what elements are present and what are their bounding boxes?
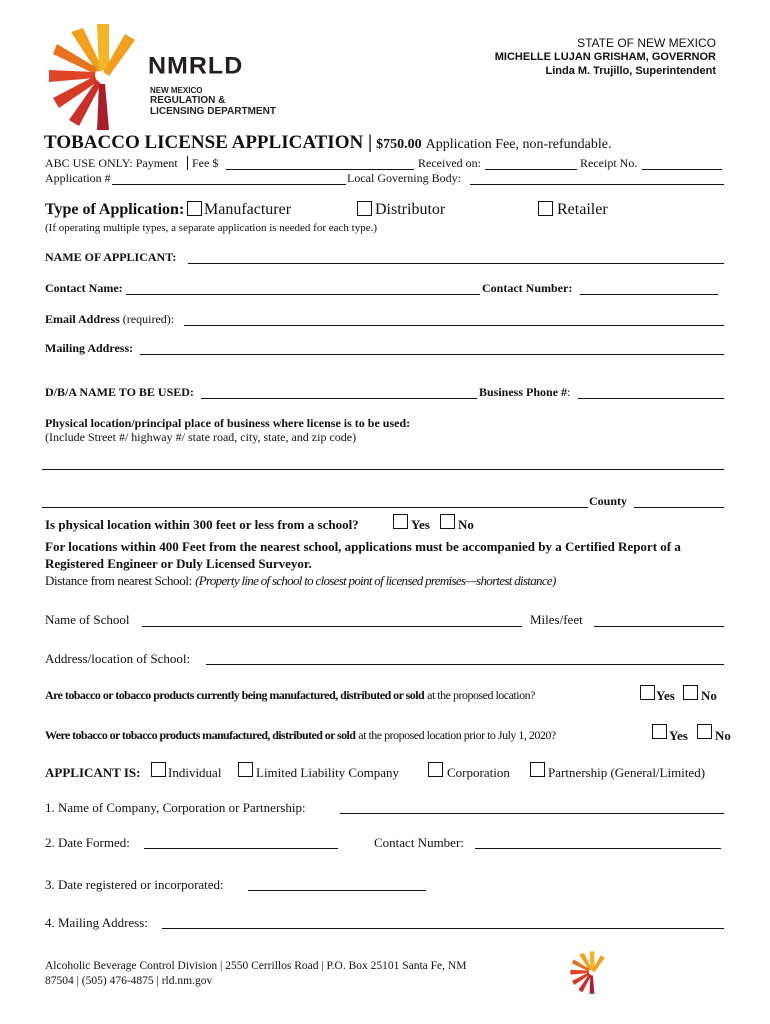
distance-label	[45, 573, 556, 589]
footer-logo-mark-icon	[570, 950, 614, 996]
prior-sales-yes-label: Yes	[669, 728, 688, 743]
title-fee-note: Application Fee, non-refundable.	[425, 137, 612, 152]
business-phone-label	[479, 385, 570, 400]
prior-sales-yes-checkbox[interactable]	[652, 724, 667, 739]
company-name-label: 1. Name of Company, Corporation or Partnership:	[45, 800, 306, 815]
physical-location-note: (Include Street #/ highway #/ state road, city, state, and zip code)	[45, 430, 357, 444]
miles-feet-label: Miles/feet	[530, 612, 583, 627]
company-name-field[interactable]	[340, 813, 724, 814]
school-name-field[interactable]	[142, 626, 522, 627]
contact-number-field[interactable]	[580, 294, 718, 295]
fee-label: Fee $	[192, 156, 219, 170]
retailer-label: Retailer	[557, 201, 608, 218]
individual-checkbox[interactable]	[151, 762, 166, 777]
footer-address-line-2: 87504 | (505) 476-4875 | rld.nm.gov	[45, 975, 213, 987]
school-notice: For locations within 400 Feet from the nearest school, applications must be accompanied by a Certified Report of a Registered Engineer or Duly Licensed Surveyor.	[45, 539, 681, 571]
local-governing-body-field[interactable]	[470, 184, 724, 185]
company-mailing-address-field[interactable]	[162, 928, 724, 929]
logo-wordmark: NMRLD	[148, 52, 244, 80]
manufacturer-label: Manufacturer	[204, 201, 292, 218]
current-sales-question-bold: Are tobacco or tobacco products currently being manufactured, distributed or sold	[45, 688, 425, 702]
school-no-checkbox[interactable]	[440, 514, 455, 529]
distance-label-text: Distance from nearest School:	[45, 573, 192, 588]
school-address-label: Address/location of School:	[45, 651, 191, 666]
type-note: (If operating multiple types, a separate application is needed for each type.)	[45, 222, 378, 234]
email-field[interactable]	[184, 325, 724, 326]
distributor-checkbox[interactable]	[357, 201, 372, 216]
county-field[interactable]	[634, 507, 724, 508]
email-label-note: (required):	[122, 312, 175, 326]
business-phone-field[interactable]	[578, 398, 724, 399]
page-title	[44, 132, 611, 154]
partnership-label: Partnership (General/Limited)	[548, 765, 706, 780]
current-sales-no-label: No	[701, 688, 717, 703]
application-number-field[interactable]	[112, 184, 346, 185]
prior-sales-question	[45, 728, 556, 743]
llc-checkbox[interactable]	[238, 762, 253, 777]
fee-field[interactable]	[226, 169, 414, 170]
date-formed-label: 2. Date Formed:	[45, 835, 130, 850]
business-phone-colon: :	[567, 385, 571, 399]
received-on-label: Received on:	[418, 156, 481, 170]
county-label: County	[589, 494, 628, 508]
header-superintendent: Linda M. Trujillo, Superintendent	[545, 65, 716, 77]
partnership-checkbox[interactable]	[530, 762, 545, 777]
applicant-name-label: NAME OF APPLICANT:	[45, 250, 177, 264]
physical-location-field-2[interactable]	[42, 507, 588, 508]
contact-name-field[interactable]	[126, 294, 480, 295]
current-sales-question-rest: at the proposed location?	[427, 688, 535, 702]
email-label	[45, 312, 174, 327]
business-phone-label-text: Business Phone #	[479, 385, 568, 399]
school-question: Is physical location within 300 feet or less from a school?	[45, 517, 359, 532]
date-registered-field[interactable]	[248, 890, 426, 891]
current-sales-yes-checkbox[interactable]	[640, 685, 655, 700]
application-number-label: Application #	[45, 171, 111, 185]
school-no-label: No	[458, 517, 474, 532]
company-contact-number-label: Contact Number:	[374, 835, 464, 850]
miles-feet-field[interactable]	[594, 626, 724, 627]
mailing-address-label: Mailing Address:	[45, 341, 134, 355]
distance-note: (Property line of school to closest point of licensed premises—shortest distance)	[195, 573, 556, 588]
current-sales-no-checkbox[interactable]	[683, 685, 698, 700]
school-address-field[interactable]	[206, 664, 724, 665]
date-registered-label: 3. Date registered or incorporated:	[45, 877, 224, 892]
school-yes-label: Yes	[411, 517, 430, 532]
header-state: STATE OF NEW MEXICO	[577, 36, 716, 50]
corporation-label: Corporation	[447, 765, 510, 780]
mailing-address-field[interactable]	[140, 354, 724, 355]
footer-address-line-1: Alcoholic Beverage Control Division | 2550 Cerrillos Road | P.O. Box 25101 Santa Fe, NM	[45, 960, 467, 972]
contact-name-label: Contact Name:	[45, 281, 123, 295]
applicant-name-field[interactable]	[188, 263, 724, 264]
dba-field[interactable]	[201, 398, 477, 399]
prior-sales-question-bold: Were tobacco or tobacco products manufactured, distributed or sold	[45, 728, 356, 742]
company-mailing-address-label: 4. Mailing Address:	[45, 915, 148, 930]
title-main: TOBACCO LICENSE APPLICATION |	[44, 132, 373, 153]
dept-line-2: REGULATION &	[150, 95, 226, 106]
company-contact-number-field[interactable]	[475, 848, 721, 849]
prior-sales-no-checkbox[interactable]	[697, 724, 712, 739]
current-sales-yes-label: Yes	[656, 688, 675, 703]
llc-label: Limited Liability Company	[256, 765, 399, 780]
nmrld-logo-mark-icon	[48, 22, 158, 134]
dba-label: D/B/A NAME TO BE USED:	[45, 385, 194, 399]
prior-sales-question-rest: at the proposed location prior to July 1, 2020?	[358, 728, 556, 742]
local-governing-body-label: Local Governing Body:	[347, 171, 461, 185]
dept-line-1: NEW MEXICO	[150, 86, 203, 95]
manufacturer-checkbox[interactable]	[187, 201, 202, 216]
email-label-bold: Email Address	[45, 312, 120, 326]
distributor-label: Distributor	[375, 201, 446, 218]
physical-location-label: Physical location/principal place of business where license is to be used:	[45, 416, 411, 430]
receipt-no-label: Receipt No.	[580, 156, 638, 170]
contact-number-label: Contact Number:	[482, 281, 573, 295]
header-governor: MICHELLE LUJAN GRISHAM, GOVERNOR	[494, 51, 716, 63]
corporation-checkbox[interactable]	[428, 762, 443, 777]
payment-divider	[187, 156, 188, 170]
date-formed-field[interactable]	[144, 848, 338, 849]
retailer-checkbox[interactable]	[538, 201, 553, 216]
physical-location-field-1[interactable]	[42, 469, 724, 470]
applicant-is-label: APPLICANT IS:	[45, 765, 141, 780]
current-sales-question	[45, 688, 535, 703]
received-on-field[interactable]	[485, 169, 577, 170]
type-of-application-label: Type of Application:	[45, 201, 185, 218]
school-yes-checkbox[interactable]	[393, 514, 408, 529]
abc-use-only-label: ABC USE ONLY: Payment	[45, 156, 178, 170]
title-fee: $750.00	[376, 137, 422, 152]
receipt-no-field[interactable]	[642, 169, 722, 170]
dept-line-3: LICENSING DEPARTMENT	[150, 106, 276, 117]
individual-label: Individual	[168, 765, 222, 780]
school-name-label: Name of School	[45, 612, 130, 627]
prior-sales-no-label: No	[715, 728, 731, 743]
